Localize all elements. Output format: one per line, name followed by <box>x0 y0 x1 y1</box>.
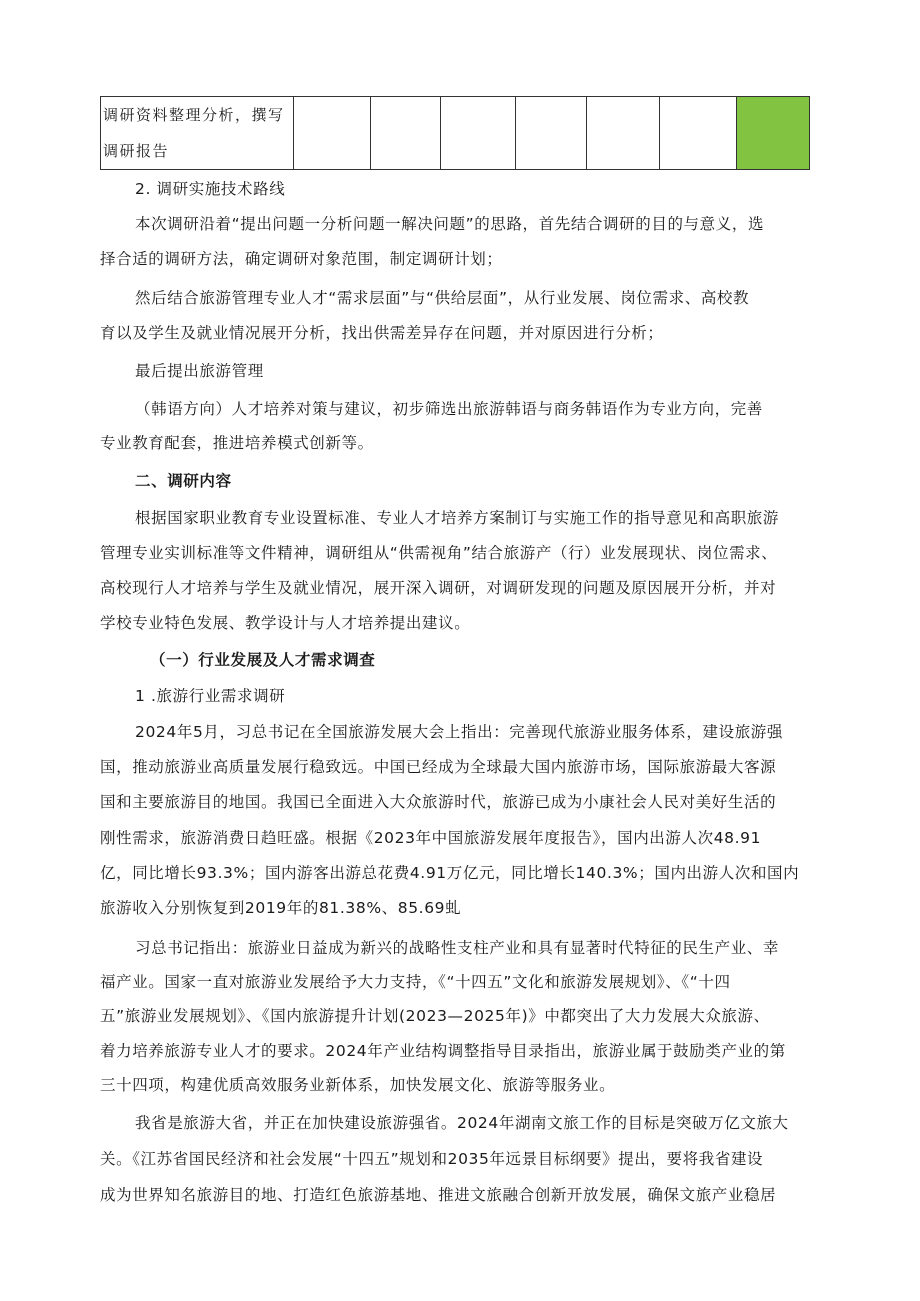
table-row <box>101 97 810 170</box>
paragraph-line: 习总书记指出：旅游业日益成为新兴的战略性支柱产业和具有显著时代特征的民生产业、幸 <box>135 939 780 957</box>
paragraph-line: 刚性需求，旅游消费日趋旺盛。根据《2023年中国旅游发展年度报告》，国内出游人次48.91 <box>100 829 762 847</box>
empty-cell <box>441 97 516 170</box>
paragraph-line: 择合适的调研方法，确定调研对象范围，制定调研计划； <box>100 250 503 268</box>
paragraph-line: 本次调研沿着“提出问题一分析问题一解决问题”的思路，首先结合调研的目的与意义，选 <box>135 215 765 233</box>
schedule-table <box>100 96 810 170</box>
empty-cell <box>660 97 737 170</box>
paragraph-line: 育以及学生及就业情况展开分析，找出供需差异存在问题，并对原因进行分析； <box>100 324 664 342</box>
paragraph-line: 国，推动旅游业高质量发展行稳致远。中国已经成为全球最大国内旅游市场，国际旅游最大客源 <box>100 758 777 776</box>
empty-cell <box>371 97 441 170</box>
paragraph-line: 管理专业实训标准等文件精神，调研组从“供需视角”结合旅游产（行）业发展现状、岗位需求、 <box>100 544 778 562</box>
paragraph-line: 学校专业特色发展、教学设计与人才培养提出建议。 <box>100 614 471 632</box>
empty-cell <box>294 97 371 170</box>
paragraph-line: 旅游收入分别恢复到2019年的81.38%、85.69虬 <box>100 899 462 917</box>
route-heading: 2. 调研实施技术路线 <box>135 180 286 198</box>
paragraph-line: 国和主要旅游目的地国。我国已全面进入大众旅游时代，旅游已成为小康社会人民对美好生活的 <box>100 793 777 811</box>
paragraph-line: 着力培养旅游专业人才的要求。2024年产业结构调整指导目录指出，旅游业属于鼓励类产业的第 <box>100 1042 786 1060</box>
paragraph-line: 2024年5月，习总书记在全国旅游发展大会上指出：完善现代旅游业服务体系，建设旅游强 <box>135 723 784 741</box>
highlighted-cell <box>737 97 810 170</box>
empty-cell <box>587 97 660 170</box>
paragraph-line: 根据国家职业教育专业设置标准、专业人才培养方案制订与实施工作的指导意见和高职旅游 <box>135 509 780 527</box>
paragraph-line: 三十四项，构建优质高效服务业新体系，加快发展文化、旅游等服务业。 <box>100 1076 616 1094</box>
paragraph-line: 高校现行人才培养与学生及就业情况，展开深入调研，对调研发现的问题及原因展开分析，并对 <box>100 579 777 597</box>
paragraph-line: 五”旅游业发展规划》、《国内旅游提升计划(2023—2025年)》中都突出了大力发展大众旅游、 <box>100 1007 770 1025</box>
paragraph-line: 亿，同比增长93.3%；国内游客出游总花费4.91万亿元，同比增长140.3%；国内出游人次和国内 <box>100 864 800 882</box>
paragraph-line: 我省是旅游大省，并正在加快建设旅游强省。2024年湖南文旅工作的目标是突破万亿文旅大 <box>135 1114 789 1132</box>
paragraph-line: 成为世界知名旅游目的地、打造红色旅游基地、推进文旅融合创新开放发展，确保文旅产业稳居 <box>100 1186 777 1204</box>
empty-cell <box>516 97 587 170</box>
paragraph-line: 最后提出旅游管理 <box>135 362 264 380</box>
sub-heading: （一）行业发展及人才需求调查 <box>150 651 376 669</box>
paragraph-line: 福产业。国家一直对旅游业发展给予大力支持，《“十四五”文化和旅游发展规划》、《“十四 <box>100 973 731 991</box>
task-cell: 调研资料整理分析，撰写调研报告 <box>101 97 294 170</box>
paragraph-line: 然后结合旅游管理专业人才“需求层面”与“供给层面”，从行业发展、岗位需求、高校教 <box>135 289 750 307</box>
section-heading: 二、调研内容 <box>135 472 232 490</box>
list-item: 1 .旅游行业需求调研 <box>135 687 286 705</box>
paragraph-line: 专业教育配套，推进培养模式创新等。 <box>100 434 374 452</box>
paragraph-line: 关。《江苏省国民经济和社会发展“十四五”规划和2035年远景目标纲要》提出，要将我省建设 <box>100 1150 764 1168</box>
paragraph-line: （韩语方向）人才培养对策与建议，初步筛选出旅游韩语与商务韩语作为专业方向，完善 <box>135 400 763 418</box>
